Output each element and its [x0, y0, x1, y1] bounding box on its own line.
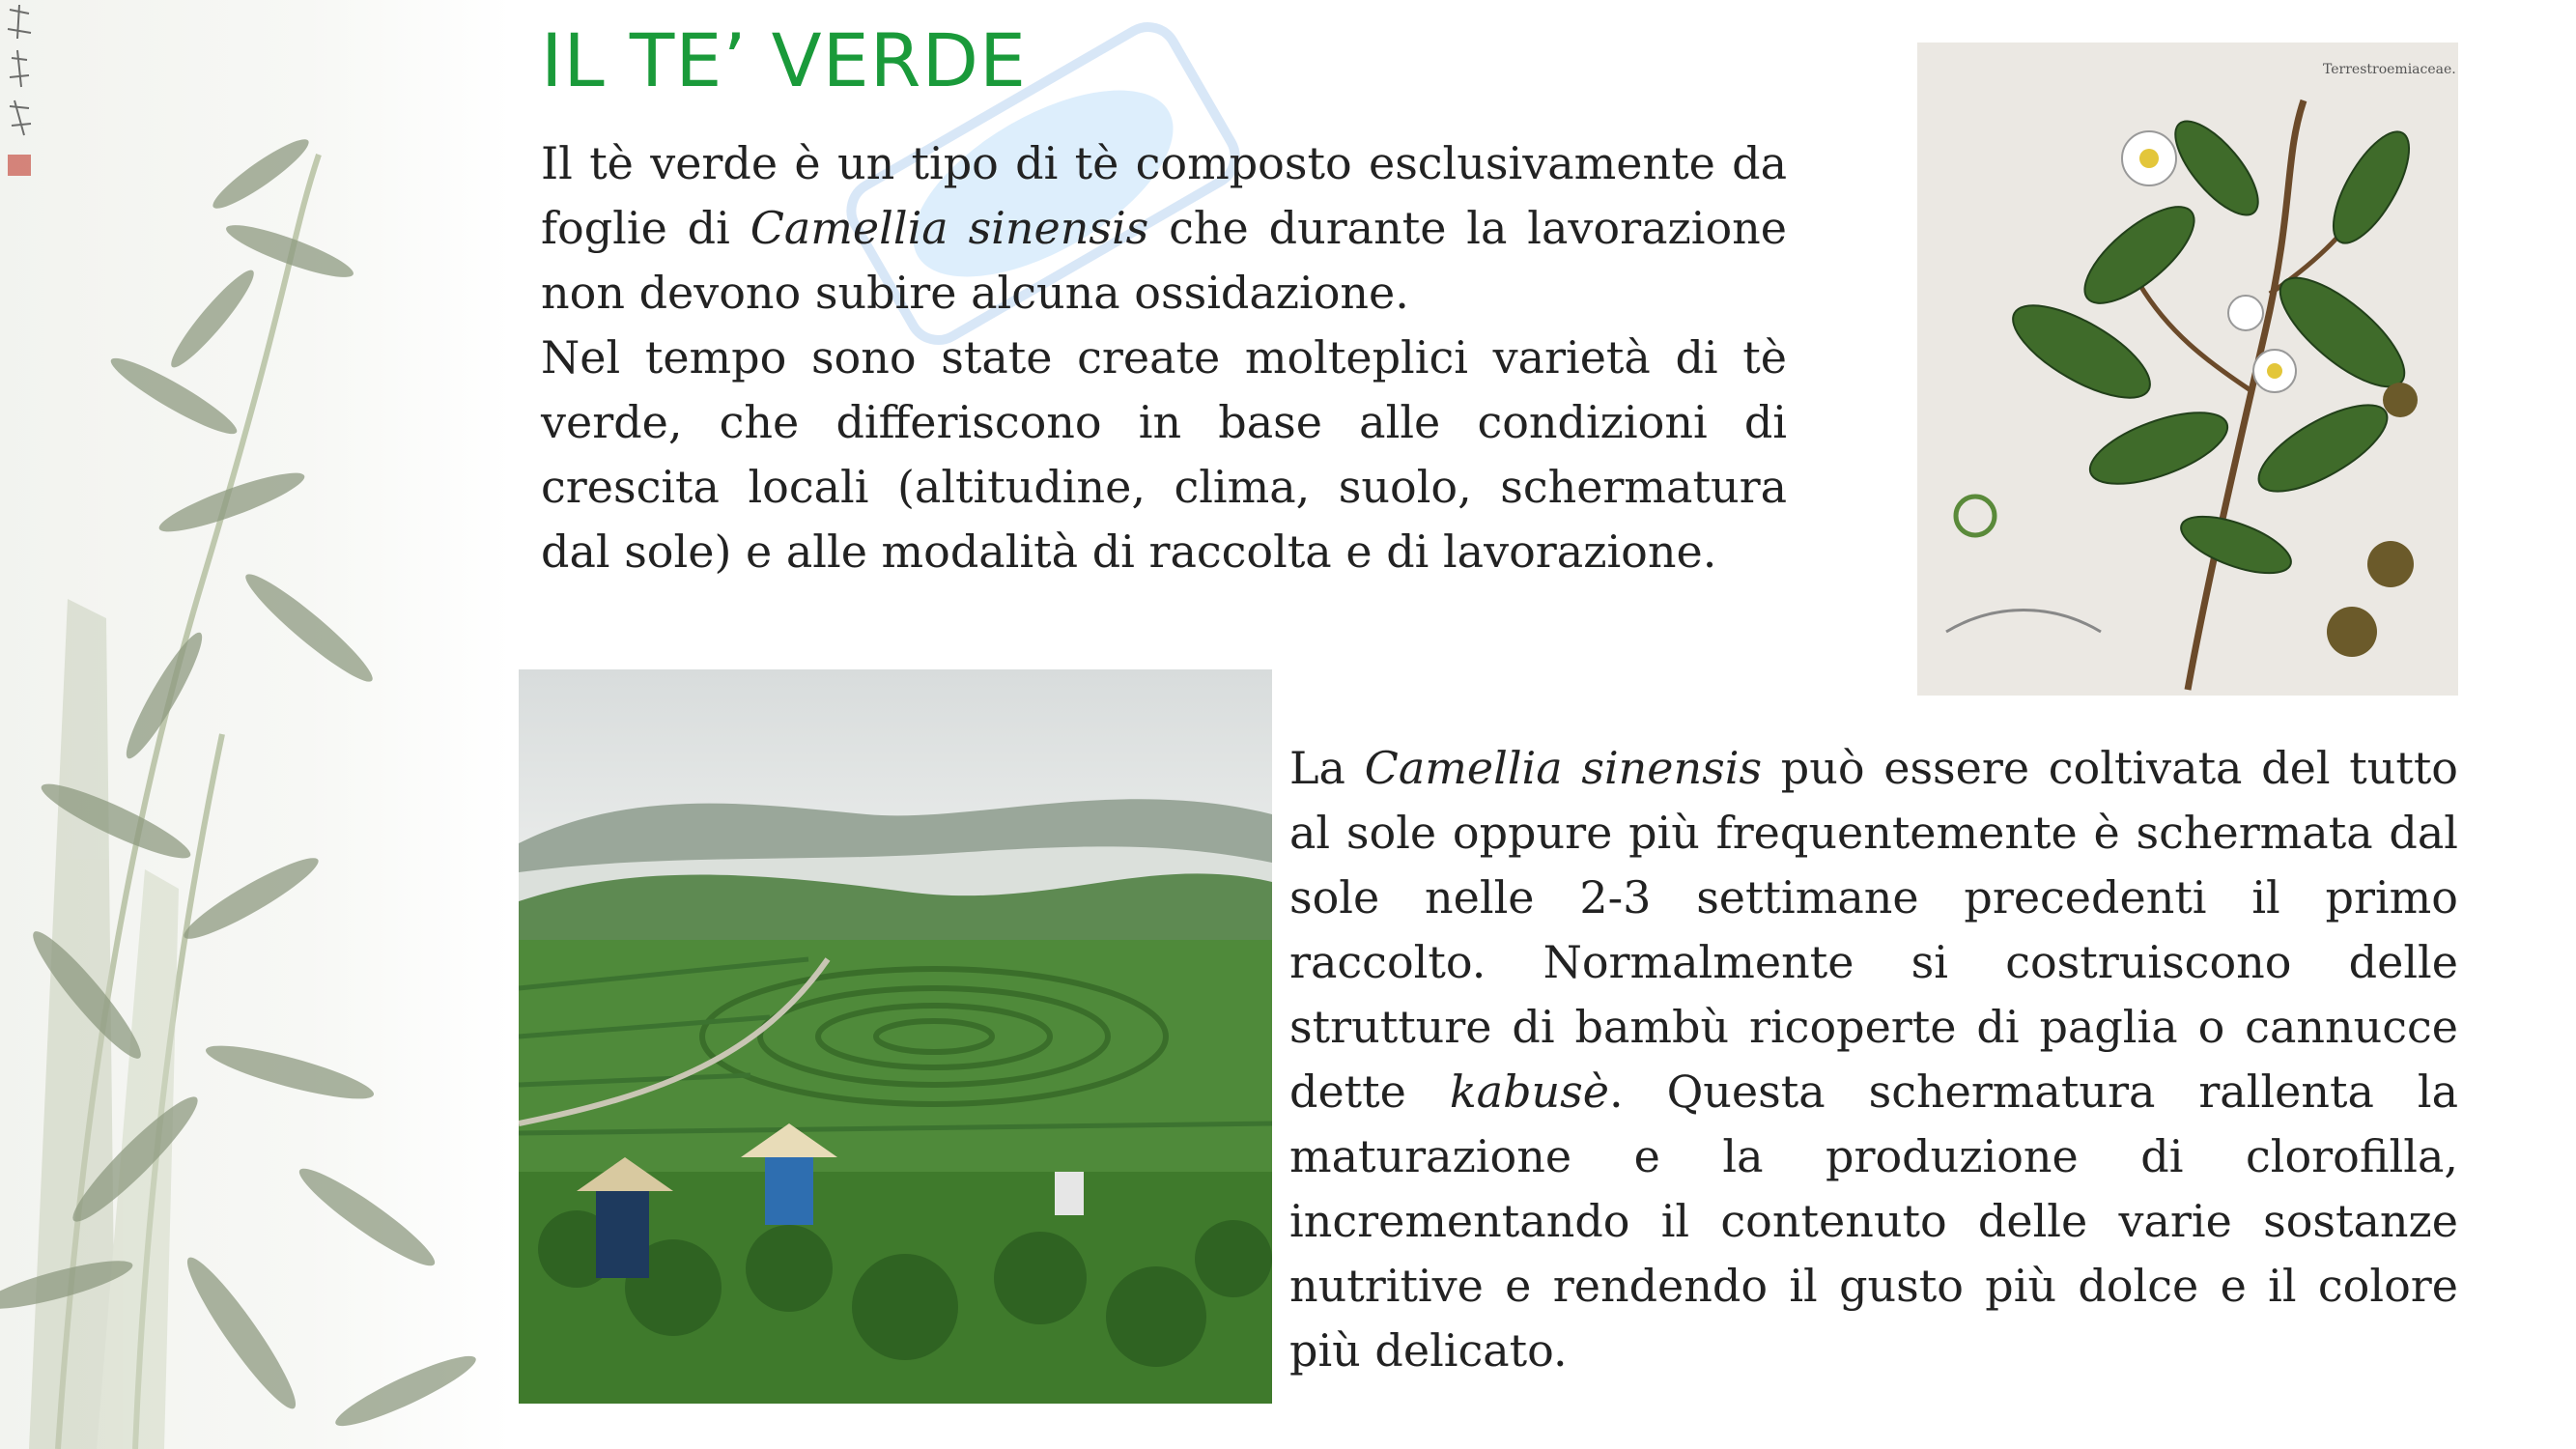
cultivation-text-part: . Questa schermatura rallenta la maturazione e la produzione di clorofilla, incrementando il contenuto delle varie sostanze nutritive e rendendo il gusto più dolce e il colore più delicato. [1289, 1065, 2459, 1377]
species-name: Camellia sinensis [1364, 742, 1763, 794]
cultivation-text-part: può essere coltivata del tutto al sole oppure più frequentemente è schermata dal sole nelle 2-3 settimane precedenti il primo raccolto. Normalmente si costruiscono delle strutture di bambù ricoperte di paglia o cannucce dette [1289, 742, 2458, 1118]
intro-text [541, 131, 1787, 584]
cultivation-paragraph [1289, 736, 2458, 1383]
intro-text-part: che durante la lavorazione non devono subire alcuna ossidazione. [541, 202, 1788, 319]
camellia-plant-drawing [1917, 43, 2458, 696]
calligraphy-seal [0, 0, 39, 184]
intro-text-part: Il tè verde è un tipo di tè composto esclusivamente da foglie di [541, 137, 1787, 254]
kabuse-term: kabusè [1449, 1065, 1610, 1118]
species-name: Camellia sinensis [750, 202, 1149, 254]
tea-plantation-photo [519, 669, 1272, 1404]
botanical-illustration [1917, 43, 2458, 696]
intro-paragraph-1 [541, 131, 1787, 326]
bamboo-background [0, 0, 512, 1449]
cultivation-text [1289, 736, 2458, 1383]
botanical-label: Terrestroemiaceae. [2323, 62, 2456, 77]
tea-field-illustration [519, 669, 1272, 1404]
cultivation-text-part: La [1289, 742, 1365, 794]
slide-title: IL TE’ VERDE [541, 17, 1028, 103]
bamboo-illustration [0, 0, 512, 1449]
intro-paragraph-2: Nel tempo sono state create molteplici varietà di tè verde, che differiscono in base alle condizioni di crescita locali (altitudine, clima, suolo, schermatura dal sole) e alle modalità di raccolta e di lavorazione. [541, 331, 1787, 578]
